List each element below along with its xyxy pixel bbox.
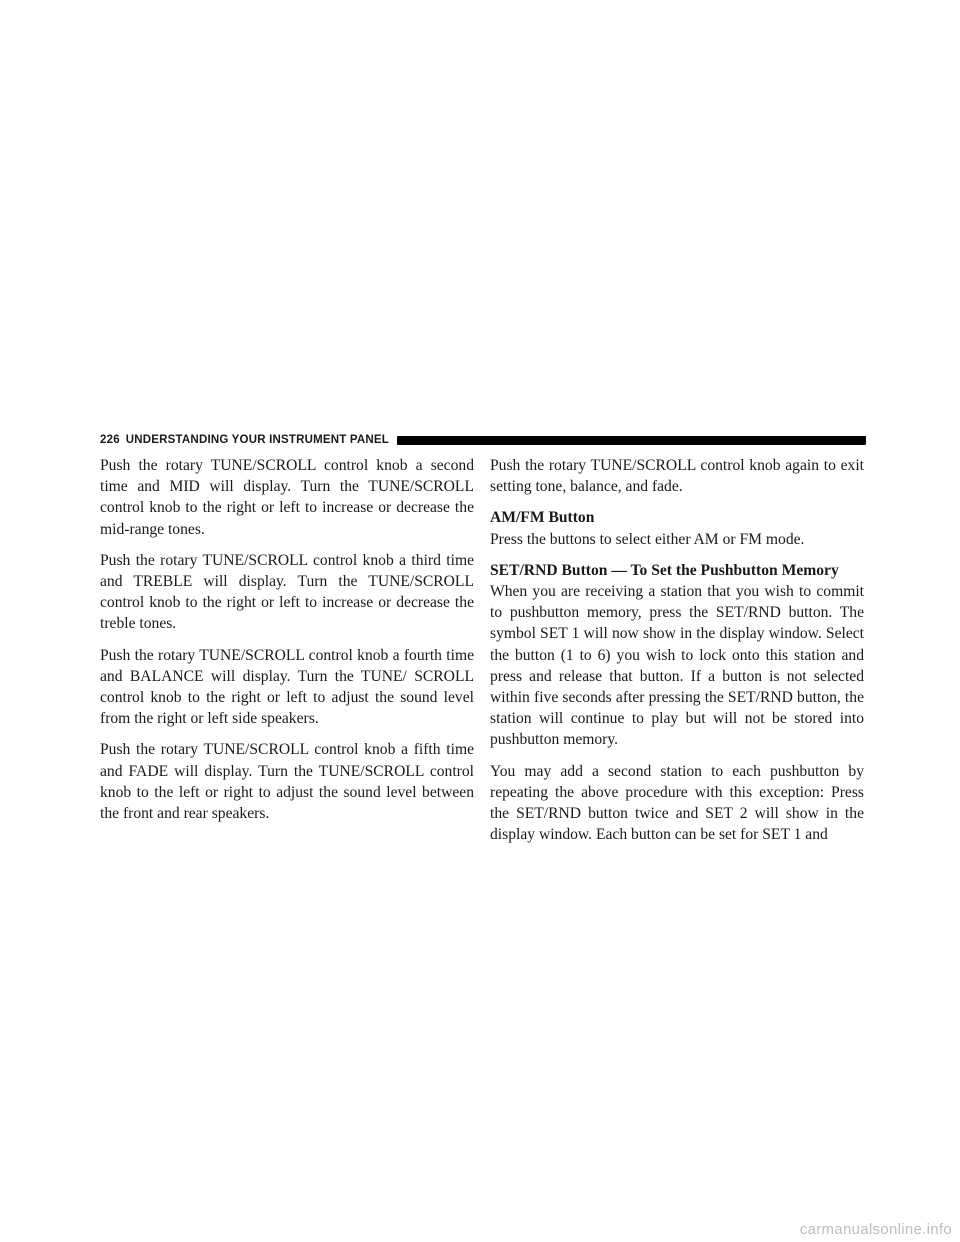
page-number: 226 [100,434,120,446]
paragraph-fade: Push the rotary TUNE/SCROLL control knob a fifth time and FADE will display. Turn the TUNE/SCROLL control knob to the left or right to adjust the sound level between the front and rear speakers. [100,741,474,823]
paragraph-second-station: You may add a second station to each pushbutton by repeating the above procedure with this exception: Press the SET/RND button twice and SET 2 will show in the display window. Each button can be set for SET 1 and [490,762,864,844]
paragraph-setrnd: When you are receiving a station that you wish to commit to pushbutton memory, press the SET/RND button. The symbol SET 1 will now show in the display window. Select the button (1 to 6) you wish to lock onto this station and press and release that button. If a button is not selected within five seconds after pressing the SET/RND button, the station will continue to play but will not be stored into pushbutton memory. [490,583,864,749]
heading-amfm-button: AM/FM Button [490,509,595,527]
paragraph-balance: Push the rotary TUNE/SCROLL control knob a fourth time and BALANCE will display. Turn the TUNE/ SCROLL control knob to the right or left to adjust the sound level from the right or left side speakers. [100,646,474,728]
heading-setrnd-button: SET/RND Button — To Set the Pushbutton Memory [490,561,839,579]
page-header [100,433,866,447]
paragraph-amfm: Press the buttons to select either AM or FM mode. [490,530,805,548]
paragraph-mid: Push the rotary TUNE/SCROLL control knob a second time and MID will display. Turn the TUNE/SCROLL control knob to the right or left to increase or decrease the mid-range tones. [100,457,474,538]
header-rule [397,436,866,445]
paragraph-treble: Push the rotary TUNE/SCROLL control knob a third time and TREBLE will display. Turn the TUNE/SCROLL control knob to the right or left to increase or decrease the treble tones. [100,551,474,633]
section-title: UNDERSTANDING YOUR INSTRUMENT PANEL [125,434,389,446]
left-column [100,455,474,834]
watermark: carmanualsonline.info [799,1221,952,1238]
paragraph-exit-setting: Push the rotary TUNE/SCROLL control knob again to exit setting tone, balance, and fade. [490,457,864,496]
right-column [490,455,864,855]
